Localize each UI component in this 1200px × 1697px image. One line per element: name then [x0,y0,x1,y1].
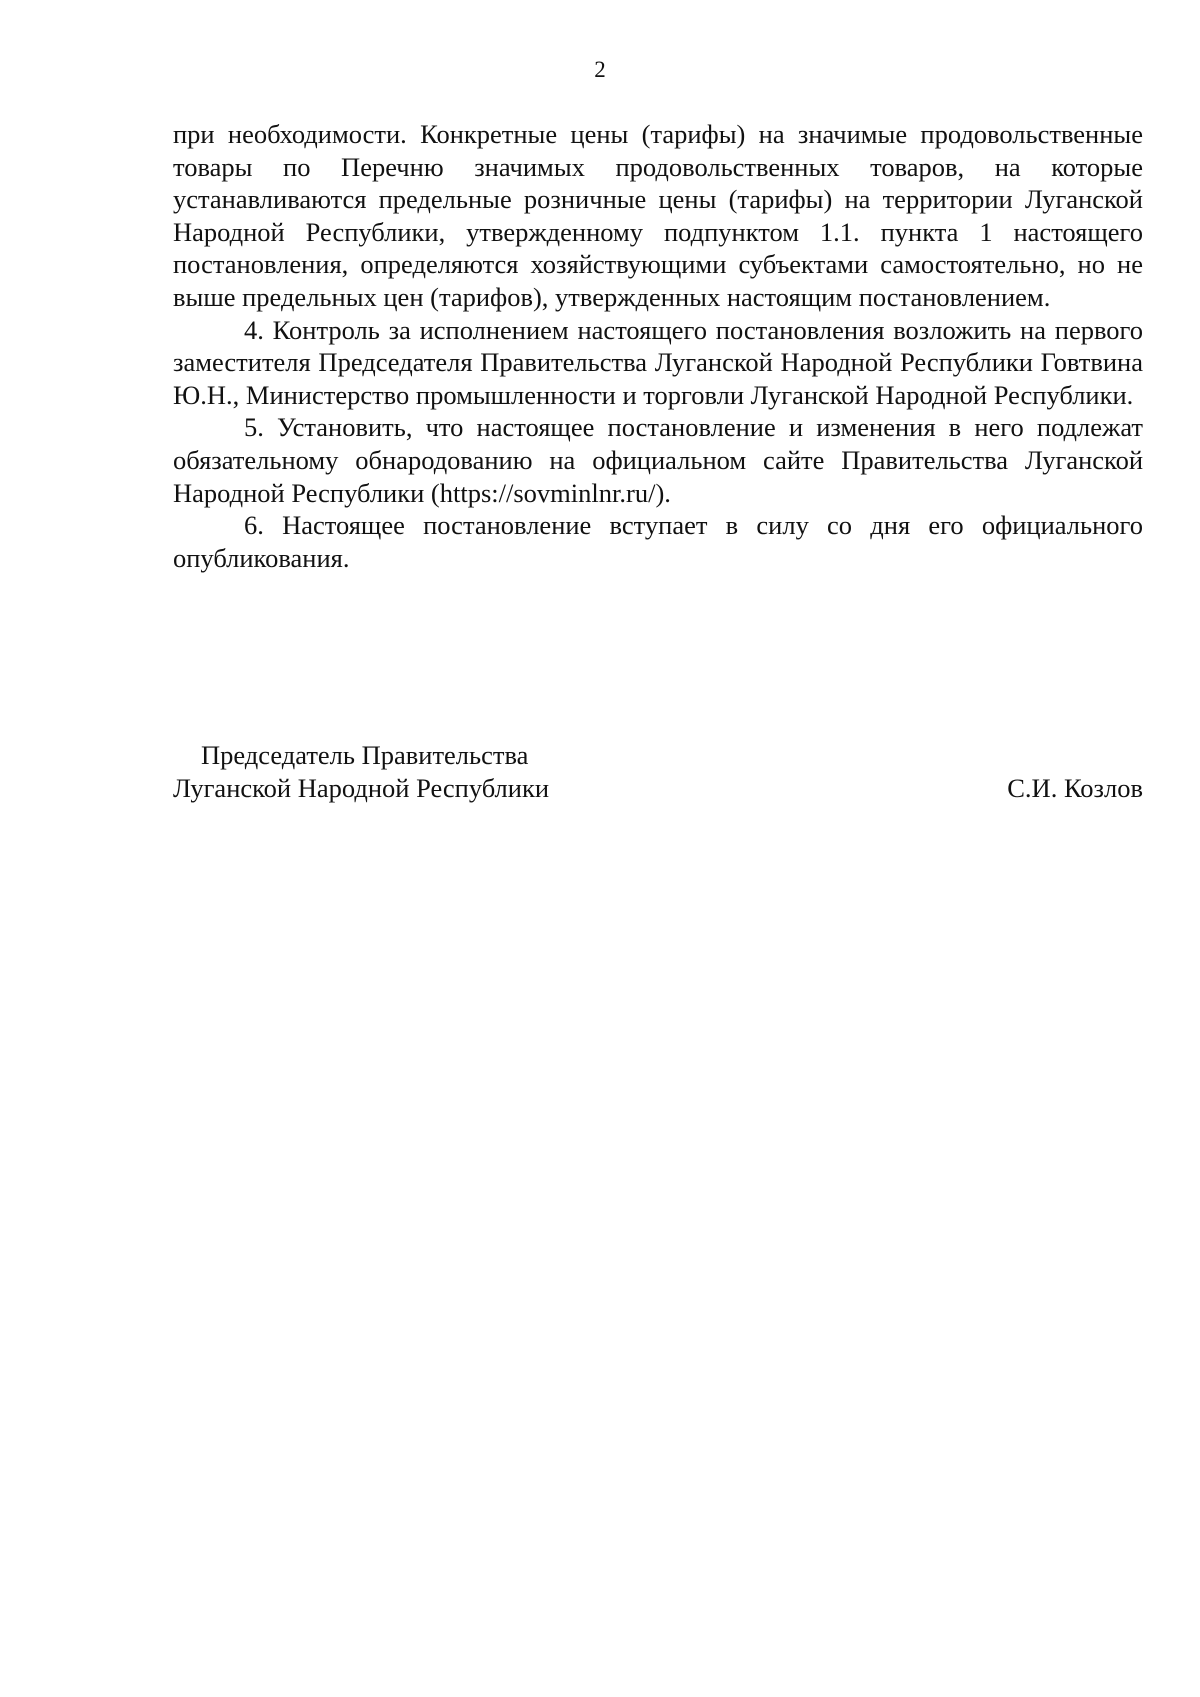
signature-block [173,739,1143,804]
signatory-name: С.И. Козлов [1007,772,1143,803]
signatory-title-line2: Луганской Народной Республики [173,772,550,803]
signatory-title-line1: Председатель Правительства [201,740,529,770]
paragraph-item-5: 5. Установить, что настоящее постановление и изменения в него подлежат обязательному обнародованию на официальном сайте Правительства Луганской Народной Республики (https://sovminlnr.ru/). [173,412,1143,508]
paragraph-item-4: 4. Контроль за исполнением настоящего постановления возложить на первого заместителя Председателя Правительства Луганской Народной Республики Говтвина Ю.Н., Министерство промышленности и торговли Луганской Народной Республики. [173,314,1143,410]
paragraph-item-6: 6. Настоящее постановление вступает в силу со дня его официального опубликования. [173,510,1143,573]
signature-row [173,772,1143,805]
page-number: 2 [594,57,606,82]
paragraph-continuation: при необходимости. Конкретные цены (тарифы) на значимые продовольственные товары по Перечню значимых продовольственных товаров, на которые устанавливаются предельные розничные цены (тарифы) на территории Луганской Народной Республики, утвержденному подпунктом 1.1. пункта 1 настоящего постановления, определяются хозяйствующими субъектами самостоятельно, но не выше предельных цен (тарифов), утвержденных настоящим постановлением. [173,119,1143,312]
document-body [173,118,1143,574]
